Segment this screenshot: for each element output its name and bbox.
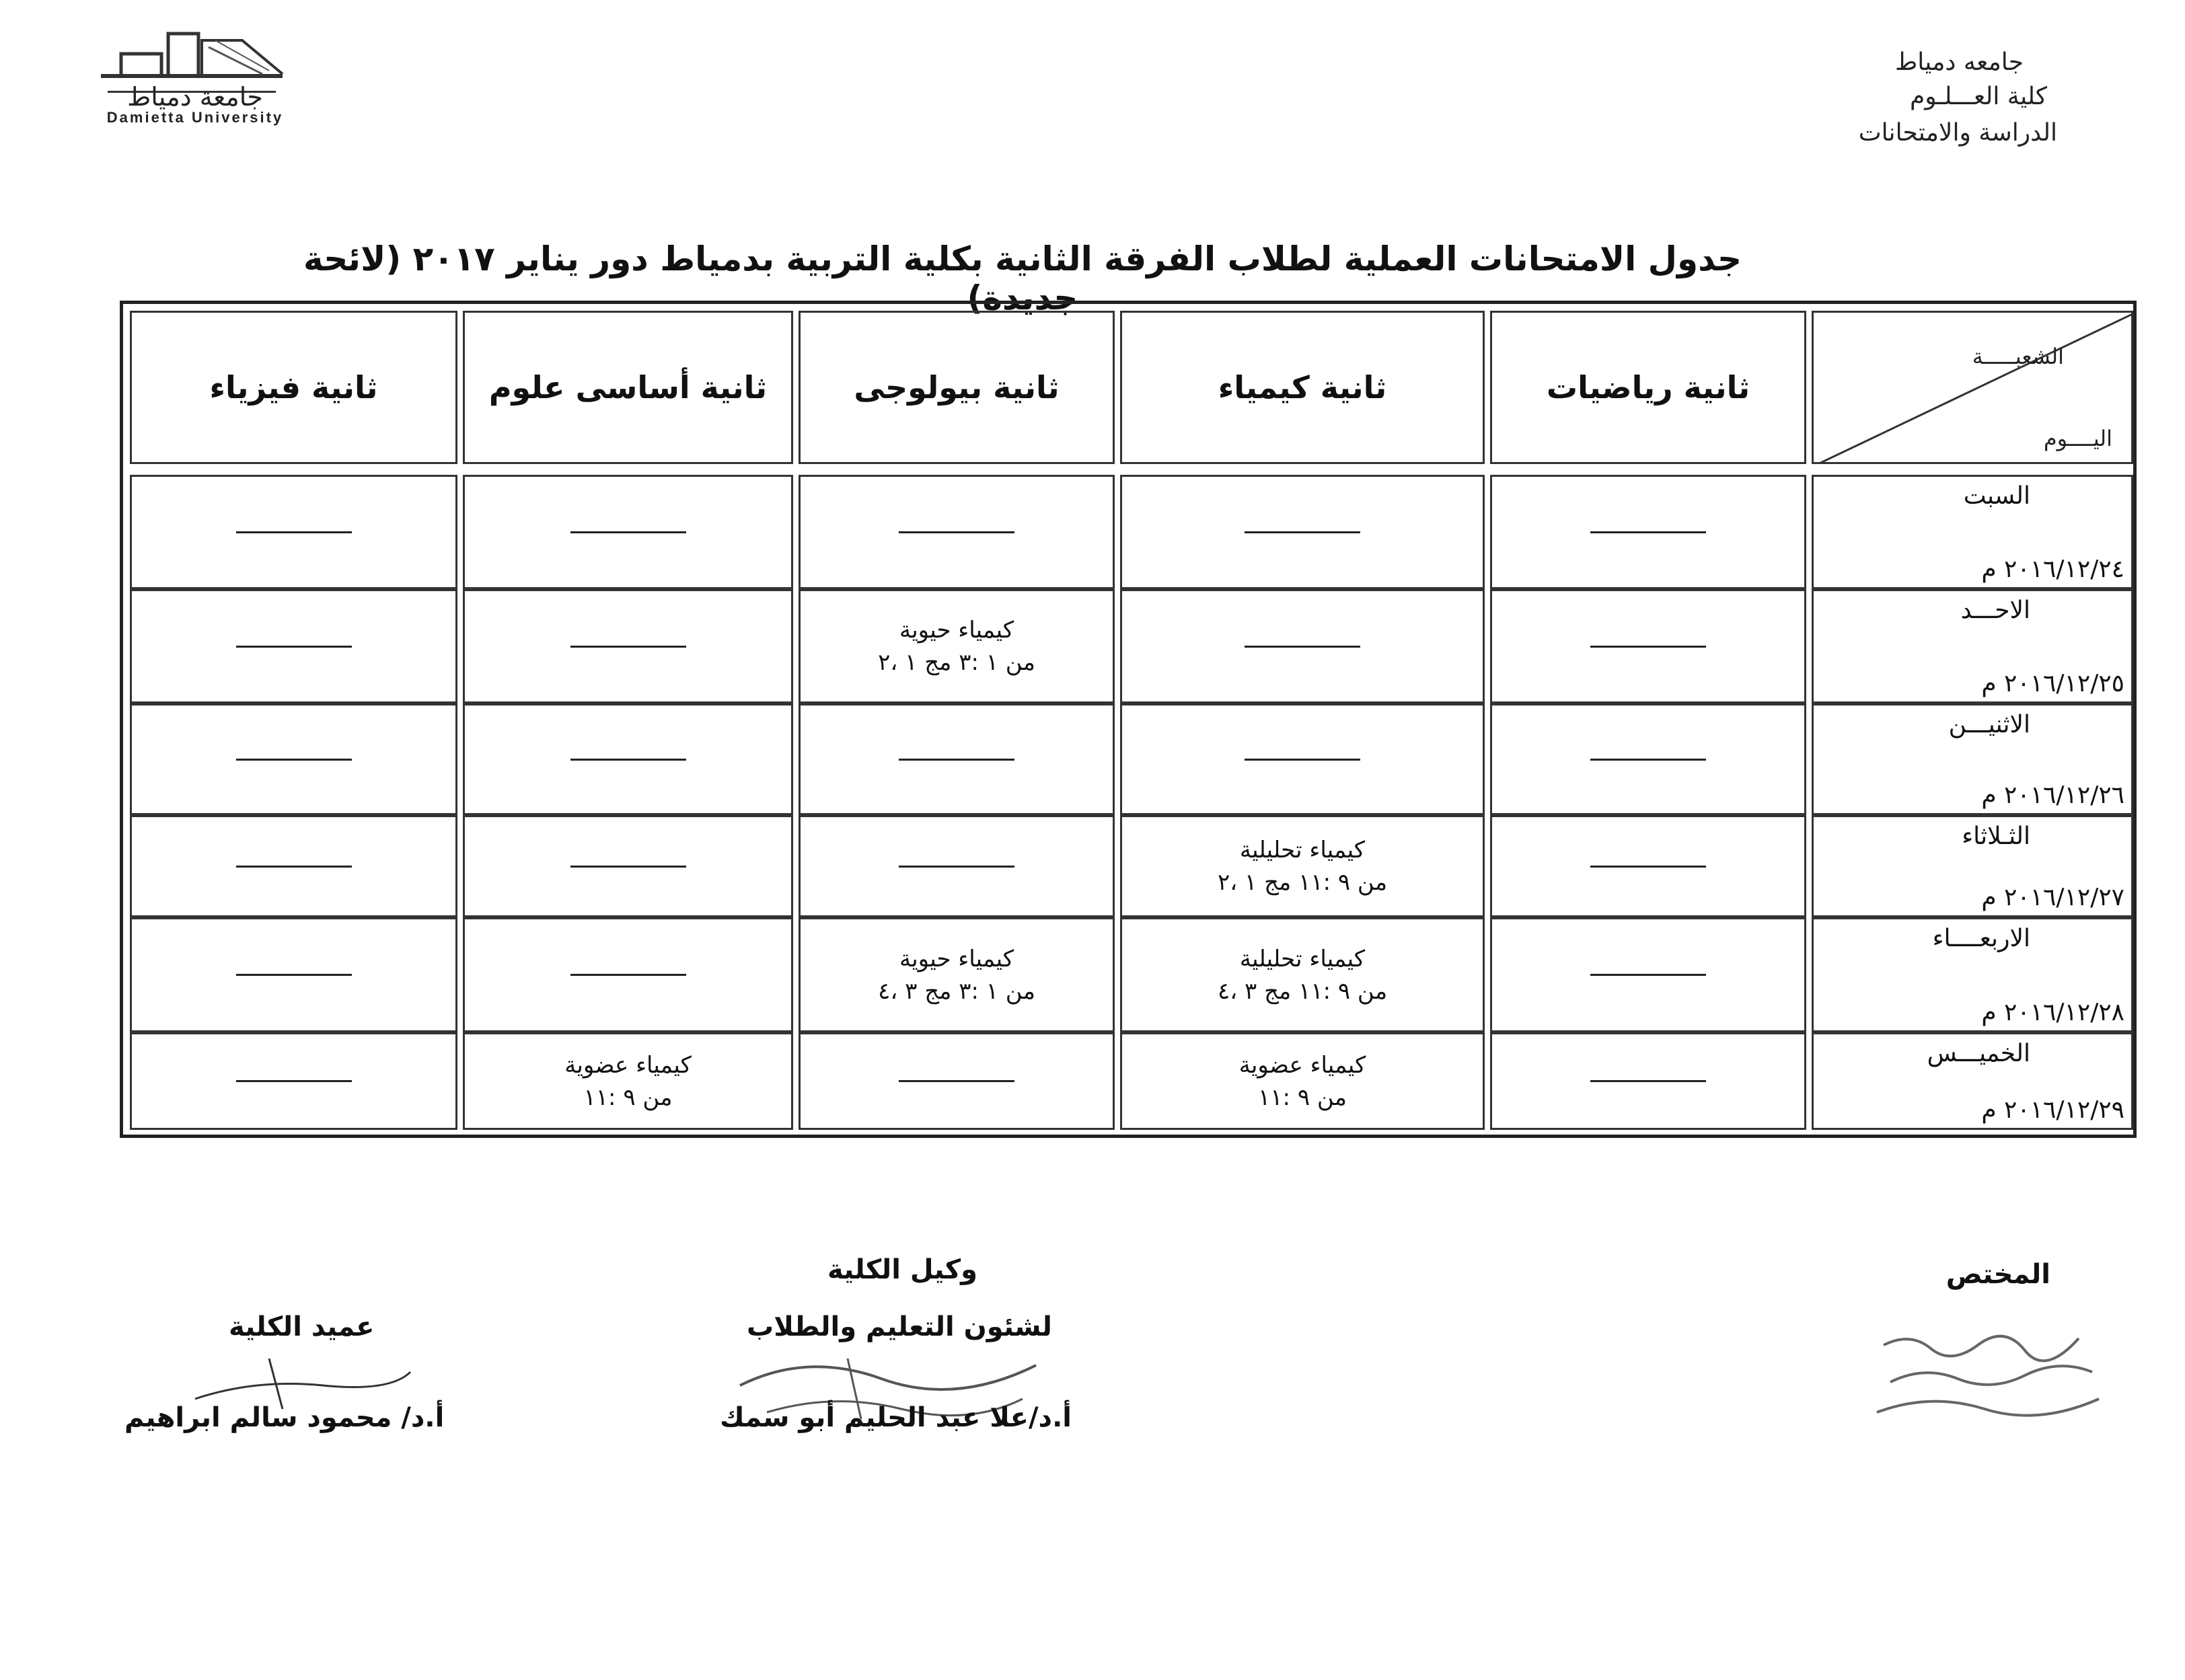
schedule-cell <box>1490 475 1806 589</box>
dean-name: أ.د/ محمود سالم ابراهيم <box>124 1402 445 1433</box>
logo-arabic-text: جامعة دمياط <box>127 82 263 112</box>
schedule-cell <box>799 917 1115 1032</box>
day-date: ٢٠١٦/١٢/٢٩ م <box>1981 1096 2124 1124</box>
day-cell <box>1812 815 2133 917</box>
day-cell <box>1812 917 2133 1032</box>
schedule-cell <box>130 589 457 703</box>
day-date: ٢٠١٦/١٢/٢٦ م <box>1981 781 2124 809</box>
day-date: ٢٠١٦/١٢/٢٧ م <box>1981 884 2124 911</box>
empty-slot-dash <box>236 531 352 533</box>
exam-subject: كيمياء تحليلية <box>1239 837 1366 864</box>
exam-subject: كيمياء حيوية <box>899 617 1014 644</box>
schedule-cell <box>1490 703 1806 815</box>
schedule-cell <box>799 475 1115 589</box>
column-header-math: ثانية رياضيات <box>1490 311 1806 464</box>
schedule-cell <box>1120 1032 1485 1130</box>
dean-title: عميد الكلية <box>229 1311 375 1342</box>
exam-time: من ٩ :١١ مج ٣ ،٤ <box>1217 977 1388 1005</box>
header-department: الدراسة والامتحانات <box>1858 119 2057 147</box>
exam-time: من ١ :٣ مج ٣ ،٤ <box>878 977 1035 1005</box>
empty-slot-dash <box>1590 974 1706 976</box>
specialist-handwritten-signature <box>1870 1318 2112 1439</box>
day-cell <box>1812 703 2133 815</box>
exam-subject: كيمياء تحليلية <box>1239 945 1366 972</box>
schedule-cell <box>799 589 1115 703</box>
schedule-cell <box>1490 815 1806 917</box>
schedule-cell <box>463 1032 793 1130</box>
day-name: السبت <box>1963 482 2030 510</box>
empty-slot-dash <box>899 866 1014 868</box>
column-header-basic-science: ثانية أساسى علوم <box>463 311 793 464</box>
empty-slot-dash <box>1590 646 1706 648</box>
schedule-cell <box>1490 589 1806 703</box>
schedule-cell <box>1120 917 1485 1032</box>
empty-slot-dash <box>570 646 686 648</box>
empty-slot-dash <box>899 759 1014 761</box>
empty-slot-dash <box>899 531 1014 533</box>
vice-dean-name: أ.د/علا عبد الحليم أبو سمك <box>720 1402 1072 1433</box>
schedule-cell <box>1120 703 1485 815</box>
exam-schedule-table <box>120 301 2137 1138</box>
schedule-cell <box>1120 475 1485 589</box>
exam-time: من ٩ :١١ <box>583 1083 673 1111</box>
schedule-cell <box>463 475 793 589</box>
exam-time: من ٩ :١١ <box>1258 1083 1347 1111</box>
empty-slot-dash <box>570 974 686 976</box>
day-name: الاربعــــاء <box>1932 925 2030 952</box>
schedule-cell <box>130 815 457 917</box>
schedule-cell <box>1120 589 1485 703</box>
column-header-physics: ثانية فيزياء <box>130 311 457 464</box>
corner-top-label: الشعبـــــة <box>1972 344 2064 369</box>
day-name: الخميـــس <box>1927 1040 2030 1067</box>
schedule-cell <box>130 1032 457 1130</box>
day-date: ٢٠١٦/١٢/٢٨ م <box>1981 999 2124 1026</box>
empty-slot-dash <box>1590 531 1706 533</box>
schedule-cell <box>463 815 793 917</box>
empty-slot-dash <box>236 1080 352 1082</box>
document-title: جدول الامتحانات العملية لطلاب الفرقة الثانية بكلية التربية بدمياط دور يناير ٢٠١٧ (لائحة جديدة) <box>303 239 1742 317</box>
empty-slot-dash <box>1590 866 1706 868</box>
empty-slot-dash <box>1590 1080 1706 1082</box>
column-header-biology: ثانية بيولوجى <box>799 311 1115 464</box>
schedule-cell <box>1490 917 1806 1032</box>
day-date: ٢٠١٦/١٢/٢٥ م <box>1981 670 2124 697</box>
day-cell <box>1812 475 2133 589</box>
schedule-cell <box>130 475 457 589</box>
empty-slot-dash <box>1245 646 1360 648</box>
schedule-cell <box>463 917 793 1032</box>
empty-slot-dash <box>236 974 352 976</box>
column-header-chemistry: ثانية كيمياء <box>1120 311 1485 464</box>
specialist-title: المختص <box>1946 1259 2050 1290</box>
vice-dean-title: وكيل الكلية <box>827 1254 977 1285</box>
empty-slot-dash <box>570 759 686 761</box>
empty-slot-dash <box>1245 531 1360 533</box>
vice-dean-role: لشئون التعليم والطلاب <box>747 1311 1052 1342</box>
schedule-cell <box>1490 1032 1806 1130</box>
empty-slot-dash <box>236 866 352 868</box>
schedule-cell <box>799 703 1115 815</box>
header-university: جامعه دمياط <box>1894 48 2024 76</box>
day-cell <box>1812 589 2133 703</box>
empty-slot-dash <box>236 759 352 761</box>
empty-slot-dash <box>570 866 686 868</box>
table-corner-header <box>1812 311 2133 464</box>
corner-bottom-label: اليــــوم <box>2043 426 2112 451</box>
header-faculty: كلية العـــلـوم <box>1910 83 2047 110</box>
day-name: الثـلاثاء <box>1962 823 2030 850</box>
empty-slot-dash <box>570 531 686 533</box>
exam-time: من ١ :٣ مج ١ ،٢ <box>878 649 1035 676</box>
schedule-cell <box>130 917 457 1032</box>
schedule-cell <box>799 815 1115 917</box>
day-cell <box>1812 1032 2133 1130</box>
logo-english-text: Damietta University <box>106 109 284 126</box>
schedule-cell <box>463 703 793 815</box>
schedule-cell <box>463 589 793 703</box>
exam-subject: كيمياء عضوية <box>564 1051 692 1079</box>
schedule-cell <box>1120 815 1485 917</box>
exam-subject: كيمياء عضوية <box>1238 1051 1366 1079</box>
day-name: الاثنيـــن <box>1948 711 2030 738</box>
schedule-cell <box>799 1032 1115 1130</box>
exam-time: من ٩ :١١ مج ١ ،٢ <box>1217 869 1388 896</box>
exam-subject: كيمياء حيوية <box>899 945 1014 972</box>
empty-slot-dash <box>899 1080 1014 1082</box>
empty-slot-dash <box>1590 759 1706 761</box>
empty-slot-dash <box>236 646 352 648</box>
schedule-cell <box>130 703 457 815</box>
day-date: ٢٠١٦/١٢/٢٤ م <box>1981 556 2124 583</box>
empty-slot-dash <box>1245 759 1360 761</box>
day-name: الاحـــد <box>1960 597 2030 624</box>
